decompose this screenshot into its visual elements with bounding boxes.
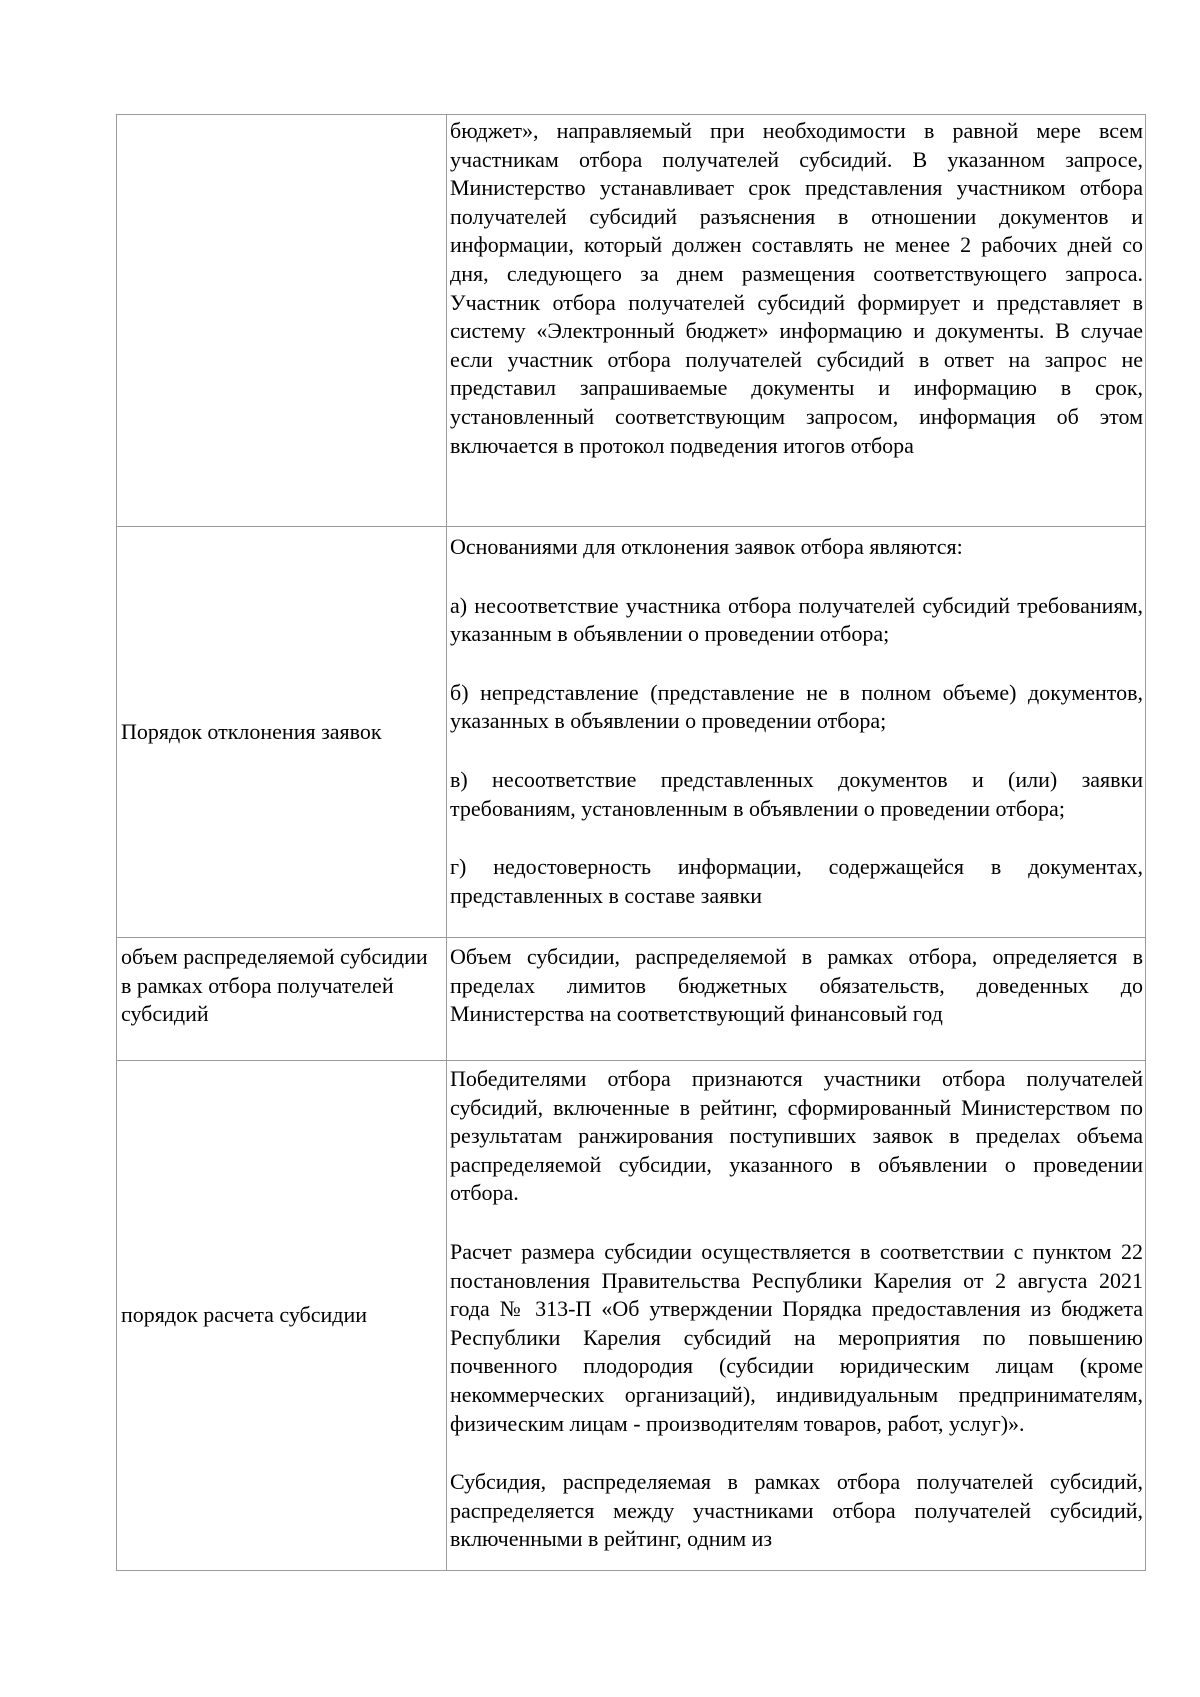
- row-label-cell: [117, 115, 447, 527]
- table-row: [117, 115, 1146, 527]
- paragraph: Основаниями для отклонения заявок отбора являются:: [450, 534, 963, 559]
- row-label: порядок расчета субсидии: [121, 1302, 367, 1328]
- paragraph: в) несоответствие представленных документов и (или) заявки требованиям, установленным в объявлении о проведении отбора;: [450, 766, 1143, 821]
- row-content-cell: [447, 527, 1146, 938]
- row-content-cell: [447, 1061, 1146, 1571]
- row-label-cell: [117, 1061, 447, 1571]
- paragraph: а) несоответствие участника отбора получателей субсидий требованиям, указанным в объявлении о проведении отбора;: [450, 592, 1143, 647]
- row-content-cell: [447, 115, 1146, 527]
- paragraph: б) непредставление (представление не в полном объеме) документов, указанных в объявлении о проведении отбора;: [450, 679, 1143, 734]
- paragraph: Субсидия, распределяемая в рамках отбора получателей субсидий, распределяется между участниками отбора получателей субсидий, включенными в рейтинг, одним из: [450, 1469, 1143, 1552]
- paragraph: Победителями отбора признаются участники отбора получателей субсидий, включенные в рейтинг, сформированный Министерством по результатам ранжирования поступивших заявок в пределах объема распределяемой субсидии, указанного в объявлении о проведении отбора.: [450, 1066, 1143, 1206]
- row-label: Порядок отклонения заявок: [121, 718, 382, 744]
- table-row: [117, 1061, 1146, 1571]
- paragraph: бюджет», направляемый при необходимости в равной мере всем участникам отбора получателей субсидий. В указанном запросе, Министерство устанавливает срок представления участником отбора получателей субсидий разъяснения в отношении документов и информации, который должен составлять не менее 2 рабочих дней со дня, следующего за днем размещения соответствующего запроса. Участник отбора получателей субсидий формирует и представляет в систему «Электронный бюджет» информацию и документы. В случае если участник отбора получателей субсидий в ответ на запрос не представил запрашиваемые документы и информацию в срок, установленный соответствующим запросом, информация об этом включается в протокол подведения итогов отбора: [450, 118, 1143, 458]
- paragraph: Расчет размера субсидии осуществляется в соответствии с пунктом 22 постановления Правительства Республики Карелия от 2 августа 2021 года № 313-П «Об утверждении Порядка предоставления из бюджета Республики Карелия субсидий на мероприятия по повышению почвенного плодородия (субсидии юридическим лицам (кроме некоммерческих организаций), индивидуальным предпринимателям, физическим лицам - производителям товаров, работ, услуг)».: [450, 1238, 1143, 1436]
- row-label-cell: [117, 527, 447, 938]
- paragraph: г) недостоверность информации, содержащейся в документах, представленных в составе заявки: [450, 854, 1143, 908]
- row-label-cell: [117, 938, 447, 1061]
- row-content-cell: [447, 938, 1146, 1061]
- row-label: объем распределяемой субсидии в рамках отбора получателей субсидий: [121, 944, 428, 1027]
- table-row: [117, 938, 1146, 1061]
- paragraph: Объем субсидии, распределяемой в рамках отбора, определяется в пределах лимитов бюджетных обязательств, доведенных до Министерства на соответствующий финансовый год: [450, 944, 1143, 1027]
- document-table: [116, 114, 1146, 1571]
- table-row: [117, 527, 1146, 938]
